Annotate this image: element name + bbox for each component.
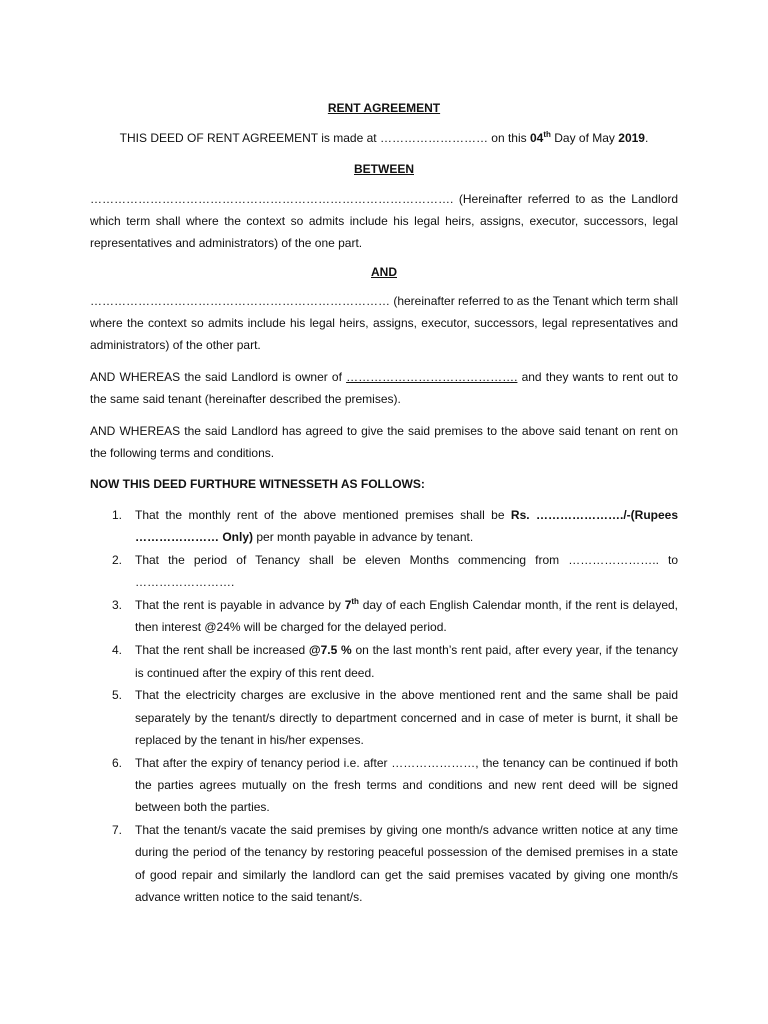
term-1-text-a: That the monthly rent of the above mentioned premises shall be <box>135 508 511 522</box>
term-number: 6. <box>112 755 123 770</box>
term-5-text: That the electricity charges are exclusive in the above mentioned rent and the same shall be paid separately by the tenant/s directly to department concerned and in case of meter is burnt, it shall be replaced by the tenant in his/her expenses. <box>135 688 678 747</box>
term-2-text: That the period of Tenancy shall be eleven Months commencing from ………………….. to ……………………. <box>135 553 678 590</box>
term-item-2 <box>90 549 678 594</box>
intro-day-suffix: th <box>543 130 551 139</box>
term-item-1 <box>90 504 678 549</box>
term-4-text-c: on the last month’s rent paid, after every year, if the tenancy is continued after the expiry of this rent deed. <box>135 643 679 680</box>
term-number: 7. <box>112 823 123 838</box>
term-3-day-suffix: th <box>351 597 359 607</box>
whereas-owner-suffix: and they wants to rent out to the same said tenant (hereinafter described the premises). <box>90 370 678 406</box>
term-4-increase: @7.5 % <box>308 643 352 658</box>
tenant-clause: ………………………………………………………………… (hereinafter referred to as the Tenant which term shall where the context so admits include his legal heirs, assigns, executor, successors, legal representatives and administrators) of the other part. <box>90 294 678 352</box>
term-number: 4. <box>112 643 123 658</box>
intro-middle: Day of May <box>550 131 619 145</box>
intro-year: 2019 <box>618 131 645 145</box>
landlord-clause: ………………………………………………………………………………. (Hereinafter referred to as the Landlord which term shall where the context so admits include his legal heirs, assigns, executor, successors, legal representatives and administrators) of the one part. <box>90 192 678 250</box>
term-3-text-b: day of each English Calendar month, if the rent is delayed, then interest @24% will be charged for the delayed period. <box>135 598 678 635</box>
whereas-owner-prefix: AND WHEREAS the said Landlord is owner of <box>90 370 347 384</box>
term-item-5 <box>90 684 678 751</box>
between-heading: BETWEEN <box>354 162 414 176</box>
term-7-text: That the tenant/s vacate the said premises by giving one month/s advance written notice at any time during the period of the tenancy by restoring peaceful possession of the demised premises in a state of good repair and similarly the landlord can get the said premises vacated by giving one month/s advance written notice to the said tenant/s. <box>135 823 678 905</box>
premises-blank: ……………………………………. <box>346 370 518 384</box>
term-4-text-a: That the rent shall be increased <box>135 643 309 658</box>
term-1-rent-amount: Rs. …………………./-(Rupees ………………… Only) <box>135 508 679 545</box>
terms-list <box>90 504 678 908</box>
agreement-body <box>90 100 678 909</box>
whereas-owner-clause <box>90 366 678 410</box>
term-number: 3. <box>112 598 123 613</box>
intro-day: 04 <box>529 131 544 145</box>
term-1-text-c: per month payable in advance by tenant. <box>253 530 474 545</box>
term-3-day: 7 <box>344 598 352 613</box>
term-item-4 <box>90 639 678 684</box>
intro-prefix: THIS DEED OF RENT AGREEMENT is made at ……………………… on this <box>119 131 530 145</box>
whereas-agreed-clause: AND WHEREAS the said Landlord has agreed to give the said premises to the above said tenant on rent on the following terms and conditions. <box>90 424 678 460</box>
term-3-text-a: That the rent is payable in advance by <box>135 598 345 613</box>
term-number: 1. <box>112 508 123 522</box>
witnesseth-heading: NOW THIS DEED FURTHURE WITNESSETH AS FOLLOWS: <box>90 477 425 491</box>
term-6-text: That after the expiry of tenancy period i.e. after …………………, the tenancy can be continued if both the parties agrees mutually on the fresh terms and conditions and new rent deed will be signed between both the parties. <box>135 755 678 815</box>
term-item-6 <box>90 752 678 819</box>
term-item-3 <box>90 594 678 639</box>
document-title: RENT AGREEMENT <box>327 101 441 115</box>
term-item-7 <box>90 819 678 908</box>
intro-end: . <box>644 131 649 145</box>
intro-line <box>90 130 678 146</box>
term-number: 2. <box>112 553 123 568</box>
term-number: 5. <box>112 688 123 703</box>
and-heading: AND <box>371 265 397 279</box>
